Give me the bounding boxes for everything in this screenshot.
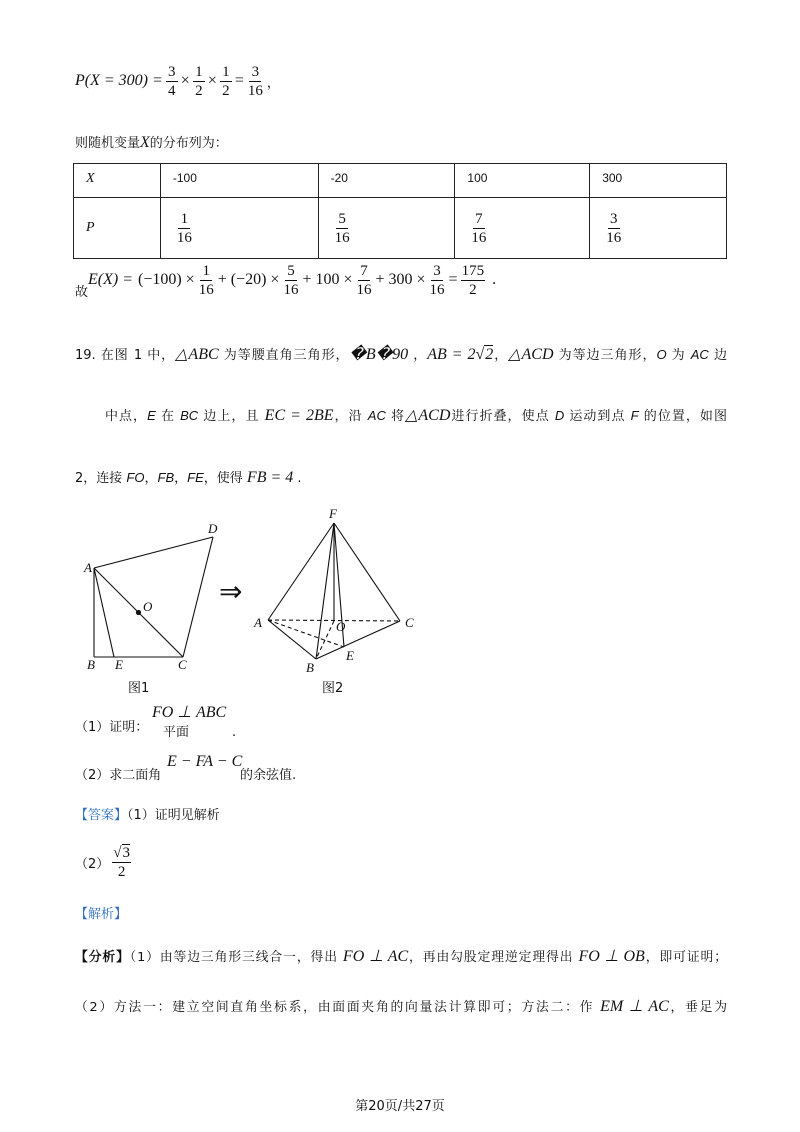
text-segment: ， — [493, 348, 509, 363]
table-cell — [455, 198, 590, 259]
text-segment: 为等腰直角三角形， — [223, 348, 350, 363]
figure-1-caption: 图1 — [128, 681, 150, 696]
edge-fb — [316, 523, 334, 659]
numerator: 7 — [358, 263, 370, 281]
fraction — [166, 64, 178, 99]
denominator: 16 — [176, 229, 192, 246]
fb-equation: FB = 4 — [246, 469, 294, 486]
segment-fo: FO — [126, 470, 145, 485]
figure-1 — [83, 521, 218, 696]
text-segment: 进行折叠，使点 — [450, 409, 550, 424]
times-sign: × — [207, 72, 217, 89]
fo-perp-ob: FO ⊥ OB — [578, 948, 645, 965]
answer-part-2-label: （2） — [75, 856, 110, 872]
answer-line-2 — [75, 843, 134, 881]
term: + 100 × — [302, 271, 353, 288]
equals-sign: = — [234, 72, 244, 89]
label-o: O — [336, 619, 346, 634]
text-segment: 为 — [671, 348, 686, 363]
answer-line-1 — [75, 807, 220, 825]
ab-equation-text: AB = 2 — [427, 346, 476, 363]
text-segment: 运动到点 — [569, 409, 626, 424]
text-segment: 边 — [713, 348, 727, 363]
problem-19-line-2 — [105, 403, 727, 429]
edge-dc — [183, 537, 213, 657]
point-e: E — [147, 408, 156, 423]
text-segment: 边上，且 — [203, 409, 260, 424]
segment-ac: AC — [690, 347, 709, 362]
segment-bc: BC — [180, 408, 199, 423]
edge-bc — [316, 621, 400, 659]
numerator: 1 — [178, 211, 190, 229]
implies-arrow-icon: ⇒ — [219, 575, 243, 608]
label-b: B — [306, 660, 314, 675]
text-segment: ，沿 — [333, 409, 363, 424]
denominator: 2 — [195, 82, 203, 99]
text-segment: 中点， — [105, 409, 148, 424]
label-b: B — [87, 657, 95, 672]
denominator: 16 — [334, 229, 350, 246]
table-row-p — [74, 198, 727, 259]
sqrt-radicand: 2 — [485, 346, 494, 363]
text-segment: ，使得 — [203, 471, 243, 486]
denominator: 2 — [469, 281, 477, 298]
numerator: 3 — [166, 64, 178, 82]
sqrt-sign: √ — [113, 844, 122, 861]
question-1-fo-perp: FO ⊥ — [152, 704, 192, 721]
text-segment: 将 — [391, 409, 406, 424]
distribution-intro — [75, 134, 228, 153]
triangle-acd: △ACD — [405, 407, 451, 424]
formula-lhs: P(X = 300) = — [75, 72, 163, 89]
point-o: O — [656, 347, 667, 362]
edge-ad — [94, 537, 213, 568]
analysis-tag: 【分析】 — [75, 950, 130, 965]
text-segment: 的位置，如图 — [643, 409, 727, 424]
answer-tag: 【答案】 — [75, 808, 128, 823]
fraction — [282, 263, 299, 298]
question-1-plane: 平面 — [163, 725, 190, 740]
label-e: E — [346, 648, 354, 663]
denominator: 2 — [222, 82, 230, 99]
fraction — [605, 211, 622, 246]
figure-2 — [253, 506, 414, 696]
fraction — [429, 263, 446, 298]
fraction — [470, 211, 487, 246]
label-a: A — [84, 560, 92, 575]
text-segment: （1）由等边三角形三线合一，得出 — [129, 950, 338, 965]
edge-fa — [268, 523, 334, 620]
analysis-line-1 — [75, 944, 727, 970]
table-cell — [74, 198, 161, 259]
text-segment: . — [293, 471, 302, 486]
table-cell — [318, 198, 455, 259]
text-segment: ， — [144, 471, 158, 486]
times-sign: × — [180, 72, 190, 89]
segment-ac: AC — [367, 408, 386, 423]
table-cell: -100 — [160, 164, 318, 198]
label-a: A — [254, 615, 262, 630]
fraction — [355, 263, 372, 298]
point-d: D — [554, 408, 565, 423]
text-segment: （2）方法一：建立空间直角坐标系，由面面夹角的向量法计算即可；方法二：作 — [75, 1000, 595, 1015]
table-cell: 300 — [590, 164, 727, 198]
answer-part-1: （1）证明见解析 — [127, 808, 220, 823]
page-footer: 第20页/共27页 — [355, 1099, 445, 1114]
problem-19-line-3 — [75, 469, 302, 488]
numerator: 175 — [461, 262, 485, 279]
denominator: 16 — [606, 229, 622, 246]
numerator: 5 — [336, 211, 348, 229]
numerator: 3 — [608, 211, 620, 229]
point-f: F — [630, 408, 639, 423]
text-segment: 在 — [160, 409, 175, 424]
question-2-angle: E − FA − C — [167, 753, 243, 770]
analysis-line-2 — [75, 994, 727, 1020]
sqrt-sign: √ — [475, 346, 485, 363]
formula-tail: ， — [266, 75, 280, 91]
fraction — [198, 263, 215, 298]
equals-sign: = — [448, 271, 458, 288]
table-cell — [590, 198, 727, 259]
label-f: F — [329, 506, 337, 521]
fraction — [461, 263, 486, 298]
denominator: 4 — [168, 82, 176, 99]
triangle-acd: △ACD — [508, 346, 554, 363]
question-2-label: （2）求二面角 — [75, 768, 162, 783]
question-1-abc: ABC — [196, 704, 227, 721]
solution-tag: 【解析】 — [75, 907, 128, 922]
numerator: 1 — [200, 263, 212, 281]
ec-equation: EC = 2BE — [264, 407, 334, 424]
formula-tail: . — [492, 271, 497, 288]
header-p: P — [86, 220, 95, 235]
numerator: 1 — [193, 64, 205, 82]
problem-intro: 19. 在图 1 中， — [75, 348, 176, 363]
probability-formula — [75, 62, 280, 100]
figure-2-caption: 图2 — [322, 681, 344, 696]
edge-ab — [268, 620, 316, 659]
numerator: 1 — [220, 64, 232, 82]
fo-perp-ac: FO ⊥ AC — [342, 948, 409, 965]
denominator: 16 — [198, 281, 214, 298]
text-segment: ，即可证明； — [644, 950, 727, 965]
text-segment: 2，连接 — [75, 471, 123, 486]
denominator: 2 — [117, 863, 126, 880]
denominator: 16 — [471, 229, 487, 246]
fraction — [176, 211, 193, 246]
fraction — [334, 211, 351, 246]
header-x: X — [86, 171, 95, 186]
angle-b: �B�90 — [349, 346, 409, 363]
numerator: 3 — [431, 263, 443, 281]
fraction — [247, 64, 264, 99]
numerator — [112, 845, 131, 863]
term: + 300 × — [375, 271, 426, 288]
expectation-prefix: 故 — [75, 285, 89, 300]
numerator: 7 — [473, 211, 485, 229]
table-cell — [74, 164, 161, 198]
table-row-x — [74, 164, 727, 198]
table-cell: 100 — [455, 164, 590, 198]
term: (−100) × — [138, 271, 195, 288]
denominator: 16 — [429, 281, 445, 298]
point-o-dot — [136, 610, 141, 615]
segment-fb: FB — [157, 470, 175, 485]
table-cell — [160, 198, 318, 259]
label-d: D — [208, 521, 218, 536]
question-2-tail: 的余弦值. — [240, 768, 297, 783]
numerator: 5 — [285, 263, 297, 281]
fraction — [220, 64, 232, 99]
numerator: 3 — [249, 64, 261, 82]
edge-ae — [94, 568, 114, 657]
geometry-figures — [60, 505, 440, 700]
term: + (−20) × — [217, 271, 280, 288]
question-1-label: （1）证明： — [75, 720, 149, 735]
denominator: 16 — [247, 82, 263, 99]
distribution-table — [73, 163, 727, 259]
edge-fc — [334, 523, 400, 621]
expectation-formula — [88, 261, 496, 299]
intro-variable: X — [140, 134, 150, 151]
label-e: E — [115, 657, 123, 672]
question-1-tail: . — [232, 725, 237, 740]
label-c: C — [178, 657, 187, 672]
text-segment: ，垂足为 — [668, 1000, 727, 1015]
ab-equation — [427, 345, 493, 363]
text-segment: ， — [174, 471, 188, 486]
table-cell: -20 — [318, 164, 455, 198]
intro-post: 的分布列为： — [149, 136, 228, 151]
sqrt-radicand: 3 — [122, 844, 131, 861]
denominator: 16 — [283, 281, 299, 298]
expectation-lhs: E(X) = — [88, 271, 133, 288]
problem-19-line-1 — [75, 342, 727, 368]
text-segment: ， — [413, 348, 428, 363]
text-segment: 为等边三角形， — [558, 348, 657, 363]
label-c: C — [405, 615, 414, 630]
denominator: 16 — [356, 281, 372, 298]
triangle-abc: △ABC — [175, 346, 219, 363]
intro-pre: 则随机变量 — [75, 136, 141, 151]
em-perp-ac: EM ⊥ AC — [600, 998, 669, 1015]
label-o: O — [143, 599, 153, 614]
fraction — [193, 64, 205, 99]
segment-fe: FE — [187, 470, 204, 485]
edge-ac-dashed — [268, 620, 400, 621]
answer-fraction — [112, 845, 131, 880]
text-segment: ，再由勾股定理逆定理得出 — [408, 950, 574, 965]
